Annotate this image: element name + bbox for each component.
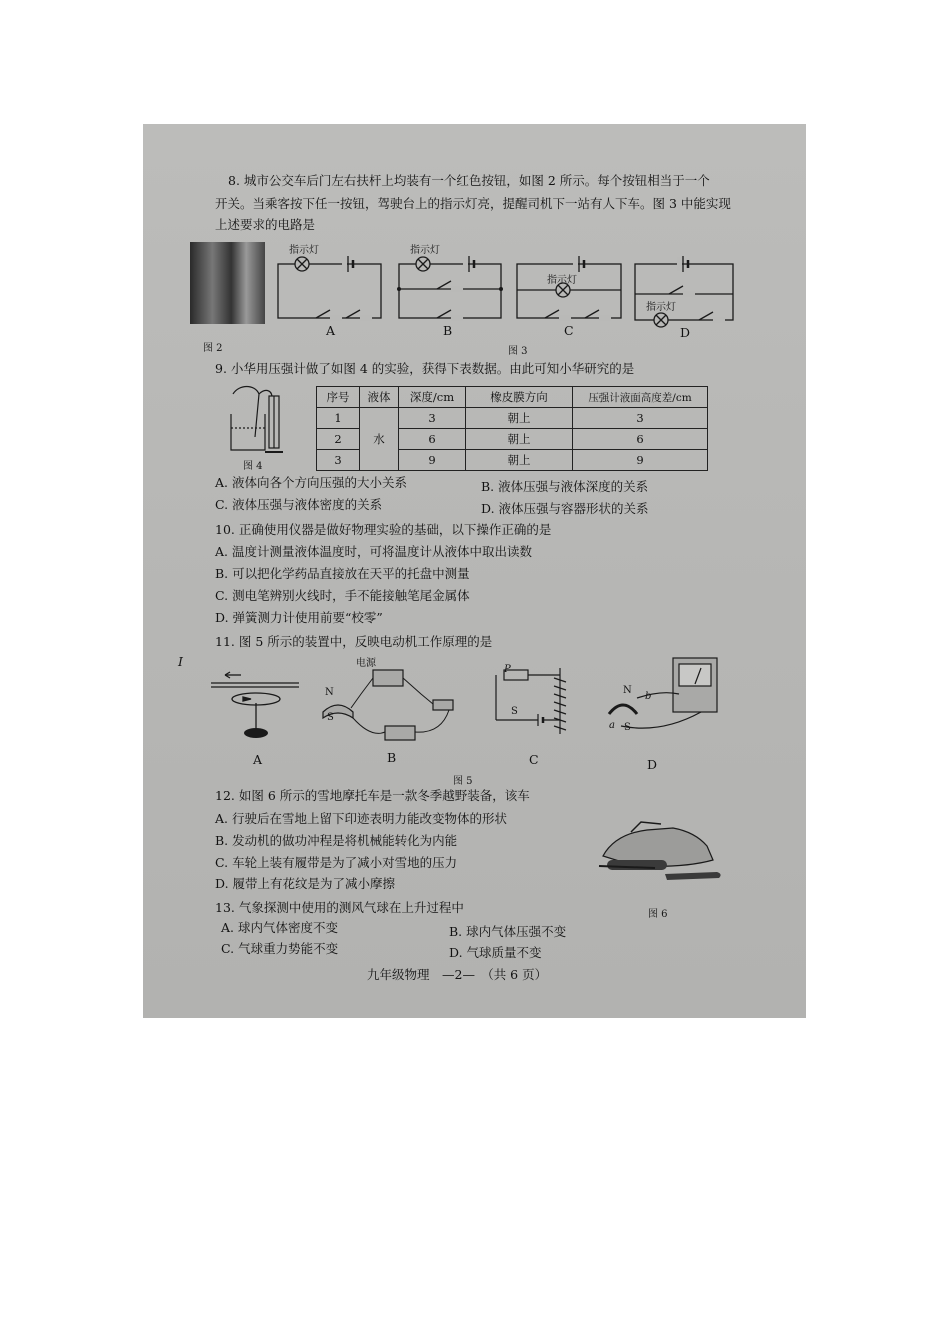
q9-option-c: C. 液体压强与液体密度的关系 <box>215 497 383 512</box>
option-c-label: C <box>529 752 539 767</box>
fig6-caption: 图 6 <box>648 909 668 920</box>
power-label: 电源 <box>356 658 376 669</box>
magnet-n-label: N <box>623 685 632 696</box>
q10-option-d: D. 弹簧测力计使用前要“校零” <box>215 610 383 625</box>
liquid-cell: 水 <box>360 408 399 471</box>
q9-option-d: D. 液体压强与容器形状的关系 <box>481 501 649 516</box>
q12-option-c: C. 车轮上装有履带是为了减小对雪地的压力 <box>215 855 458 870</box>
lamp-label-a: 指示灯 <box>289 245 319 256</box>
s-label: S <box>511 706 518 717</box>
fig2-caption: 图 2 <box>203 343 223 354</box>
data-table <box>316 386 708 471</box>
height-diff-cell: 6 <box>573 429 708 450</box>
depth-cell: 9 <box>399 450 466 471</box>
row-number: 1 <box>317 408 360 429</box>
magnet-s-label: S <box>624 722 631 733</box>
q8-line2: 开关。当乘客按下任一按钮，驾驶台上的指示灯亮，提醒司机下一站有人下车。图 3 中能实现 <box>215 196 731 211</box>
lamp-label-b: 指示灯 <box>410 245 440 256</box>
depth-cell: 3 <box>399 408 466 429</box>
q12-option-b: B. 发动机的做功冲程是将机械能转化为内能 <box>215 833 458 848</box>
q12-option-d: D. 履带上有花纹是为了减小摩擦 <box>215 876 396 891</box>
q13-option-a: A. 球内气体密度不变 <box>221 920 338 935</box>
q13-option-c: C. 气球重力势能不变 <box>221 941 339 956</box>
option-c-label: C <box>564 323 574 338</box>
q11-stem: 11. 图 5 所示的装置中，反映电动机工作原理的是 <box>215 634 493 649</box>
q12-stem: 12. 如图 6 所示的雪地摩托车是一款冬季越野装备，该车 <box>215 788 530 803</box>
q9-option-b: B. 液体压强与液体深度的关系 <box>481 479 649 494</box>
q13-option-d: D. 气球质量不变 <box>449 945 542 960</box>
q9-stem: 9. 小华用压强计做了如图 4 的实验，获得下表数据。由此可知小华研究的是 <box>215 361 635 376</box>
apparatus-c <box>488 664 578 744</box>
height-diff-cell: 3 <box>573 408 708 429</box>
height-diff-cell: 9 <box>573 450 708 471</box>
lamp-label-d: 指示灯 <box>646 302 676 313</box>
header-cell: 压强计液面高度差/cm <box>573 387 708 408</box>
option-a-label: A <box>326 323 336 338</box>
row-number: 3 <box>317 450 360 471</box>
current-label: I <box>178 654 183 669</box>
circuit-d <box>633 242 738 330</box>
q10-option-b: B. 可以把化学药品直接放在天平的托盘中测量 <box>215 566 470 581</box>
option-b-label: B <box>387 750 397 765</box>
direction-cell: 朝上 <box>466 429 573 450</box>
q8-line3: 上述要求的电路是 <box>215 217 316 232</box>
fig4-caption: 图 4 <box>243 461 263 472</box>
q13-stem: 13. 气象探测中使用的测风气球在上升过程中 <box>215 900 464 915</box>
magnet-s-label: S <box>327 712 334 723</box>
a-label: a <box>609 720 615 731</box>
lamp-label-c: 指示灯 <box>547 275 577 286</box>
row-number: 2 <box>317 429 360 450</box>
q10-option-c: C. 测电笔辨别火线时，手不能接触笔尾金属体 <box>215 588 470 603</box>
q13-option-b: B. 球内气体压强不变 <box>449 924 567 939</box>
table-header <box>317 387 708 408</box>
table-row <box>317 408 708 429</box>
option-d-label: D <box>680 325 691 340</box>
q8-line1: 8. 城市公交车后门左右扶杆上均装有一个红色按钮，如图 2 所示。每个按钮相当于一个 <box>228 173 710 188</box>
fig5-caption: 图 5 <box>453 776 473 787</box>
pressure-gauge-figure <box>225 382 285 457</box>
header-cell: 深度/cm <box>399 387 466 408</box>
page-footer: 九年级物理 —2— （共 6 页） <box>367 967 548 982</box>
p-label: P <box>504 664 511 675</box>
header-cell: 橡皮膜方向 <box>466 387 573 408</box>
snowmobile-picture <box>595 820 725 890</box>
header-cell: 液体 <box>360 387 399 408</box>
bus-door-photo <box>190 242 265 324</box>
header-cell: 序号 <box>317 387 360 408</box>
depth-cell: 6 <box>399 429 466 450</box>
apparatus-a <box>211 669 301 747</box>
option-d-label: D <box>647 757 658 772</box>
magnet-n-label: N <box>325 687 334 698</box>
option-b-label: B <box>443 323 453 338</box>
apparatus-d <box>601 654 726 744</box>
q12-option-a: A. 行驶后在雪地上留下印迹表明力能改变物体的形状 <box>215 811 507 826</box>
fig3-caption: 图 3 <box>508 346 528 357</box>
direction-cell: 朝上 <box>466 408 573 429</box>
option-a-label: A <box>253 752 263 767</box>
q9-option-a: A. 液体向各个方向压强的大小关系 <box>215 475 407 490</box>
exam-page <box>143 124 806 1018</box>
apparatus-b <box>321 664 461 754</box>
direction-cell: 朝上 <box>466 450 573 471</box>
b-label: b <box>645 691 652 702</box>
q10-option-a: A. 温度计测量液体温度时，可将温度计从液体中取出读数 <box>215 544 532 559</box>
q10-stem: 10. 正确使用仪器是做好物理实验的基础，以下操作正确的是 <box>215 522 552 537</box>
